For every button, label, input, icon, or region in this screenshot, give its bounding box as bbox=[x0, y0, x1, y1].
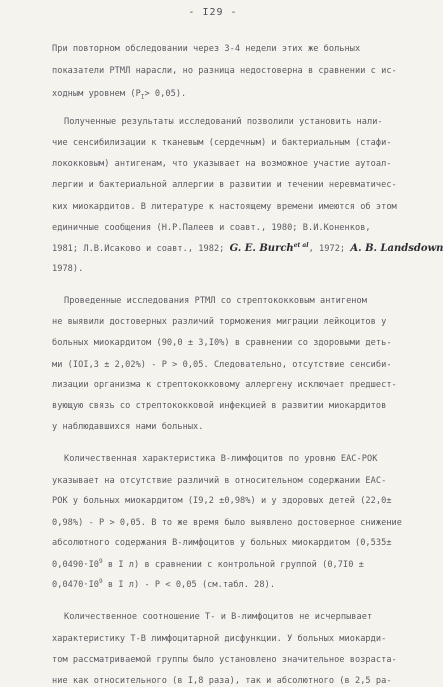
superscript: 9 bbox=[99, 578, 103, 586]
text-line bbox=[52, 180, 397, 191]
text-line bbox=[52, 676, 392, 687]
text-segment: лергии и бактериальной аллергии в развитии и течении неревматичес- bbox=[52, 180, 397, 190]
text-segment: абсолютного содержания В-лимфоцитов у больных миокардитом (0,535± bbox=[52, 538, 392, 548]
text-segment: 0,0470·I0 bbox=[52, 580, 100, 590]
text-line bbox=[52, 476, 386, 487]
text-segment: , 1972; bbox=[308, 244, 351, 254]
text-segment: ходным уровнем (P bbox=[52, 89, 141, 99]
text-line bbox=[52, 66, 397, 77]
text-segment: характеристику Т-В лимфоцитарной дисфункции. У больных миокарди- bbox=[52, 634, 387, 644]
text-line bbox=[52, 159, 392, 170]
subscript: I bbox=[140, 93, 145, 101]
text-line bbox=[52, 380, 397, 391]
text-segment: в I л) в сравнении с контрольной группой (0,7I0 ± bbox=[102, 560, 364, 570]
text-segment: При повторном обследовании через 3-4 недели этих же больных bbox=[52, 44, 361, 54]
text-segment: в I л) - P < 0,05 (см.табл. 28). bbox=[102, 580, 276, 590]
text-line bbox=[52, 317, 386, 328]
text-line bbox=[52, 89, 186, 100]
handwritten-citation: G. E. Burch bbox=[229, 243, 294, 254]
text-line bbox=[52, 560, 364, 571]
text-line bbox=[52, 518, 402, 529]
text-line bbox=[64, 612, 372, 623]
text-segment: 1978). bbox=[52, 264, 84, 274]
text-segment: лококковым) антигенам, что указывает на возможное участие аутоал- bbox=[52, 159, 392, 169]
text-segment: 0,98%) - P > 0,05. В то же время было выявлено достоверное снижение bbox=[52, 518, 402, 528]
text-segment: ких миокардитов. В литературе к настоящему времени имеются об этом bbox=[52, 202, 397, 212]
text-segment: больных миокардитом (90,0 ± 3,I0%) в сравнении со здоровыми деть- bbox=[52, 338, 392, 348]
text-segment: единичные сообщения (Н.Р.Палеев и соавт., 1980; В.И.Коненков, bbox=[52, 223, 371, 233]
text-line bbox=[52, 401, 386, 412]
text-line bbox=[52, 496, 392, 507]
text-segment: ние как относительного (в I,8 раза), так и абсолютного (в 2,5 ра- bbox=[52, 676, 392, 686]
text-line bbox=[52, 634, 386, 645]
text-line bbox=[52, 360, 392, 371]
text-segment: 0,0490·I0 bbox=[52, 560, 100, 570]
text-line bbox=[52, 223, 371, 234]
handwritten-superscript: et al bbox=[293, 242, 309, 250]
text-line bbox=[52, 538, 392, 549]
text-line bbox=[52, 655, 397, 666]
text-segment: указывает на отсутствие различий в относительном содержании ЕАС- bbox=[52, 476, 387, 486]
text-line bbox=[52, 338, 392, 349]
text-segment: 1981; Л.В.Исаково и соавт., 1982; bbox=[52, 244, 230, 254]
page-number: - I29 - bbox=[188, 7, 238, 18]
text-line bbox=[64, 117, 383, 128]
text-line bbox=[52, 44, 360, 55]
text-segment: Полученные результаты исследований позволили установить нали- bbox=[64, 117, 383, 127]
text-segment: Количественное соотношение Т- и В-лимфоцитов не исчерпывает bbox=[64, 612, 373, 622]
text-line bbox=[52, 422, 204, 433]
text-segment: лизации организма к стрептококковому аллергену исключает предшест- bbox=[52, 380, 397, 390]
text-line bbox=[52, 264, 83, 275]
text-segment: не выявили достоверных различий торможения миграции лейкоцитов у bbox=[52, 317, 387, 327]
text-segment: > 0,05). bbox=[144, 89, 187, 99]
text-segment: вующую связь со стрептококковой инфекцией в развитии миокардитов bbox=[52, 401, 387, 411]
text-segment: у наблюдавшихся нами больных. bbox=[52, 422, 204, 432]
text-segment: том рассматриваемой группы было установлено значительное возраста- bbox=[52, 655, 397, 665]
text-line bbox=[52, 202, 397, 213]
text-line bbox=[64, 296, 367, 307]
text-segment: чие сенсибилизации к тканевым (сердечным) и бактериальным (стафи- bbox=[52, 138, 392, 148]
handwritten-citation: A. B. Landsdown bbox=[350, 243, 443, 254]
text-line bbox=[64, 454, 377, 465]
text-line bbox=[52, 580, 275, 591]
text-segment: показатели РТМЛ нарасли, но разница недостоверна в сравнении с ис- bbox=[52, 66, 397, 76]
text-segment: Количественная характеристика В-лимфоцитов по уровню ЕАС-РОК bbox=[64, 454, 378, 464]
text-line bbox=[52, 243, 443, 255]
superscript: 9 bbox=[99, 558, 103, 566]
text-line bbox=[52, 138, 392, 149]
text-segment: ми (IOI,3 ± 2,02%) - P > 0,05. Следовательно, отсутствие сенсиби- bbox=[52, 360, 392, 370]
text-segment: РОК у больных миокардитом (I9,2 ±0,98%) и у здоровых детей (22,0± bbox=[52, 496, 392, 506]
text-segment: Проведенные исследования РТМЛ со стрептококковым антигеном bbox=[64, 296, 367, 306]
